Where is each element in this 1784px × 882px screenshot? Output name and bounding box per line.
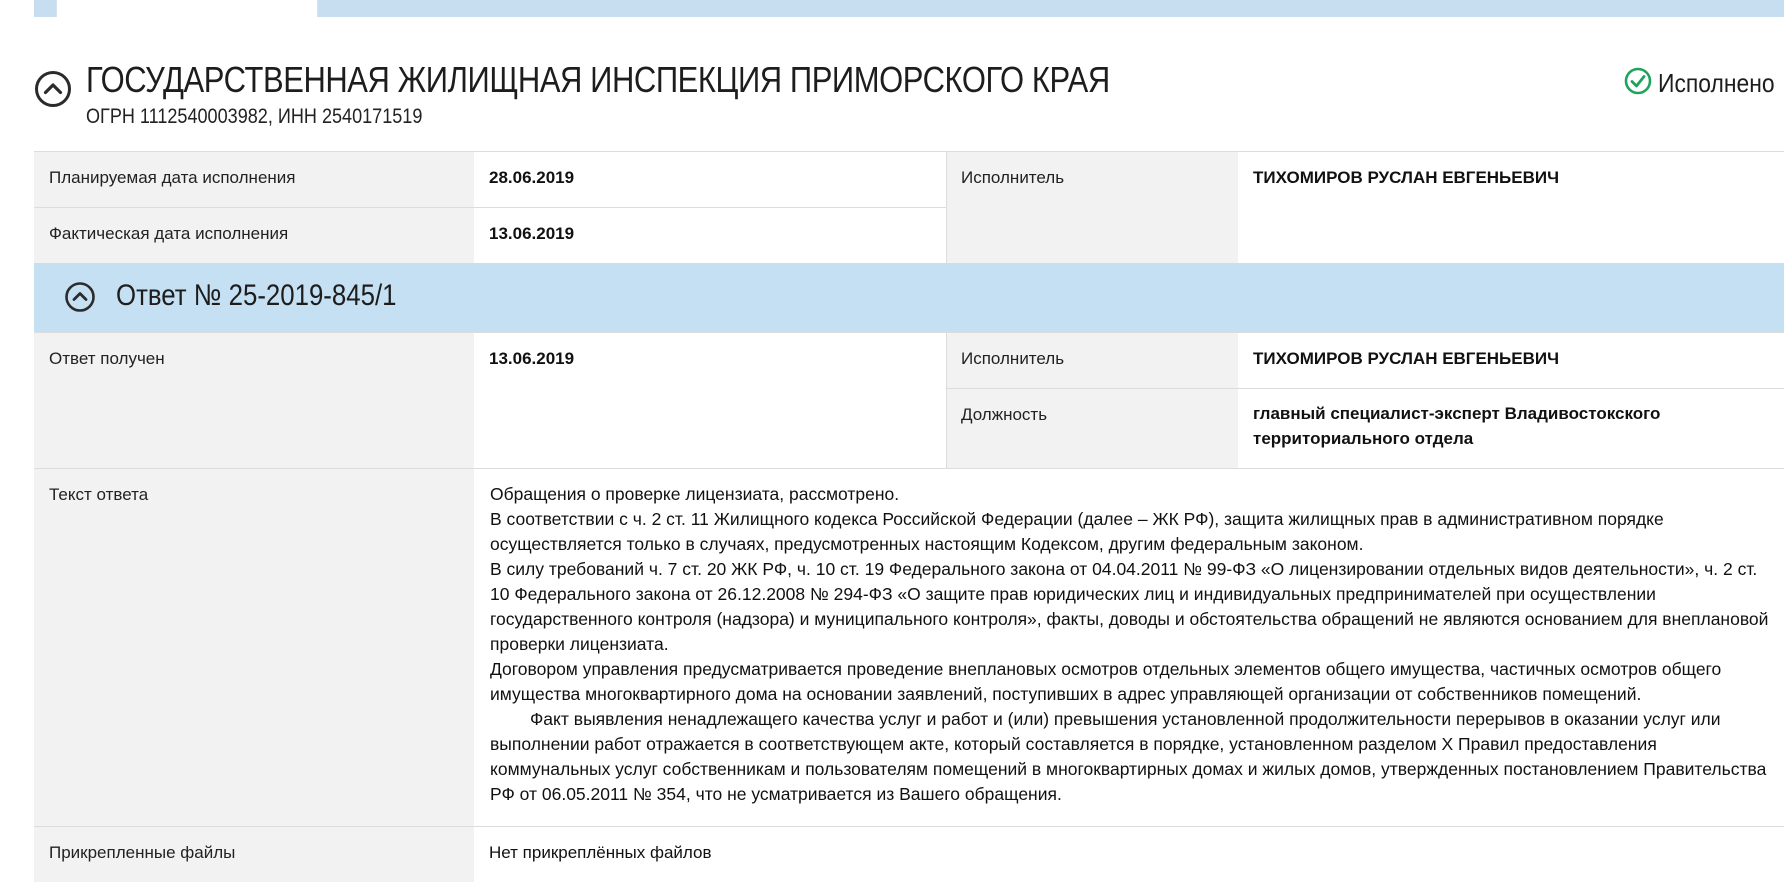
status-badge bbox=[1624, 67, 1784, 100]
divider bbox=[946, 151, 947, 263]
answer-section-header[interactable] bbox=[34, 263, 1784, 332]
executor-label: Исполнитель bbox=[946, 151, 1238, 263]
planned-date-label: Планируемая дата исполнения bbox=[34, 151, 474, 207]
org-title: ГОСУДАРСТВЕННАЯ ЖИЛИЩНАЯ ИНСПЕКЦИЯ ПРИМОРСКОГО КРАЯ bbox=[86, 59, 1110, 100]
answer-paragraph: В силу требований ч. 7 ст. 20 ЖК РФ, ч. 10 ст. 19 Федерального закона от 04.04.2011 № 99-ФЗ «О лицензировании отдельных видов деятельности», ч. 2 ст. 10 Федерального закона от 26.12.2008 № 294-ФЗ «О защите прав юридических лиц и индивидуальных предпринимателей при осуществлении государственного контроля (надзора) и муниципального контроля», факты, доводы и обстоятельства обращений не являются основанием для внеплановой проверки лицензиата. bbox=[490, 559, 1769, 654]
answer-title: Ответ № 25-2019-845/1 bbox=[116, 279, 397, 312]
answer-paragraph: В соответствии с ч. 2 ст. 11 Жилищного кодекса Российской Федерации (далее – ЖК РФ), защита жилищных прав в административном порядке осуществляется только в случаях, предусмотренных настоящим Кодексом, другим федеральным законом. bbox=[490, 509, 1664, 554]
collapse-answer-icon[interactable] bbox=[64, 281, 96, 313]
executor-value: ТИХОМИРОВ РУСЛАН ЕВГЕНЬЕВИЧ bbox=[1238, 151, 1784, 263]
divider bbox=[34, 332, 1784, 333]
divider bbox=[34, 826, 1784, 827]
files-label: Прикрепленные файлы bbox=[34, 826, 474, 882]
answer-text-label: Текст ответа bbox=[34, 468, 474, 826]
position-value: главный специалист-эксперт Владивостокского территориального отдела bbox=[1238, 388, 1784, 468]
divider bbox=[34, 207, 946, 208]
answer-paragraph: Договором управления предусматривается проведение внеплановых осмотров отдельных элементов общего имущества, частичных осмотров общего имущества многоквартирного дома на основании заявлений, поступивших в адрес управляющей организации от собственников помещений. bbox=[490, 659, 1722, 704]
position-label: Должность bbox=[946, 388, 1238, 468]
answer-text-body bbox=[490, 482, 1770, 807]
divider bbox=[34, 468, 1784, 469]
collapse-org-icon[interactable] bbox=[34, 70, 72, 108]
files-value: Нет прикреплённых файлов bbox=[474, 826, 1784, 882]
actual-date-label: Фактическая дата исполнения bbox=[34, 207, 474, 263]
received-value: 13.06.2019 bbox=[474, 332, 946, 468]
answer-executor-label: Исполнитель bbox=[946, 332, 1238, 388]
check-circle-icon bbox=[1624, 67, 1652, 100]
org-header bbox=[34, 55, 1784, 150]
status-text: Исполнено bbox=[1657, 68, 1775, 98]
org-requisites: ОГРН 1112540003982, ИНН 2540171519 bbox=[86, 105, 423, 128]
received-label: Ответ получен bbox=[34, 332, 474, 468]
actual-date-value: 13.06.2019 bbox=[474, 207, 946, 263]
planned-date-value: 28.06.2019 bbox=[474, 151, 946, 207]
divider bbox=[946, 332, 947, 468]
answer-executor-value: ТИХОМИРОВ РУСЛАН ЕВГЕНЬЕВИЧ bbox=[1238, 332, 1784, 388]
summary-table bbox=[34, 151, 1784, 263]
divider bbox=[946, 388, 1784, 389]
active-tab[interactable] bbox=[56, 0, 318, 17]
divider bbox=[34, 151, 1784, 152]
answer-paragraph: Факт выявления ненадлежащего качества услуг и работ и (или) превышения установленной продолжительности перерывов в оказании услуг или выполнении работ отражается в соответствующем акте, который составляется в порядке, установленном разделом X Правил предоставления коммунальных услуг собственникам и пользователям помещений в многоквартирных домах и жилых домов, утвержденных постановлением Правительства РФ от 06.05.2011 № 354, что не усматривается из Вашего обращения. bbox=[490, 709, 1767, 804]
answer-paragraph: Обращения о проверке лицензиата, рассмотрено. bbox=[490, 484, 900, 504]
